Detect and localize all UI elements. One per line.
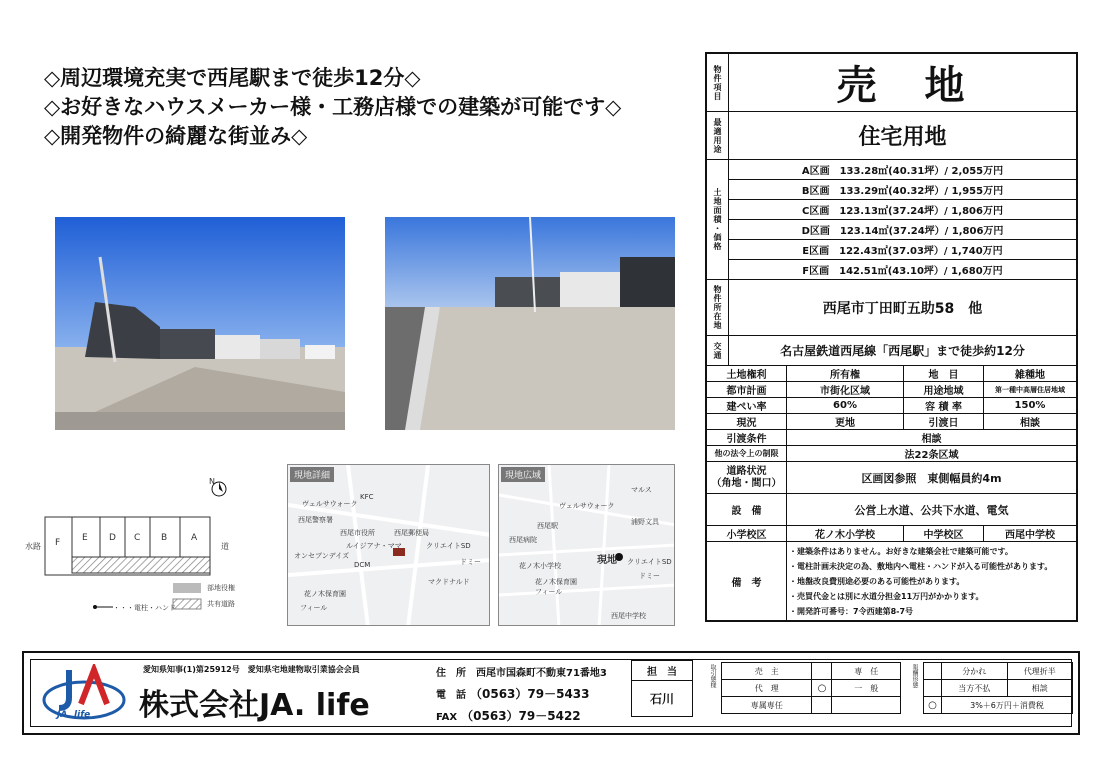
note-4: ・売買代金とは別に水道分担金11万円がかかります。	[789, 591, 984, 601]
map-label: ヴェルサウォーク	[559, 502, 615, 510]
property-location: 西尾市丁田町五助58 他	[822, 300, 983, 317]
road-right-label: 道	[221, 542, 229, 551]
mode-mark: ○	[812, 680, 832, 697]
map-label: ドミー	[460, 558, 481, 566]
lot-f: F区画 142.51㎡(43.10坪）/ 1,680万円	[802, 266, 1003, 277]
rights-value: 所有権	[787, 366, 904, 381]
facility-label: 設 備	[707, 494, 787, 525]
map-label: 西尾中学校	[611, 612, 646, 620]
cond-label: 引渡条件	[707, 430, 787, 445]
mode-exclusive-only: 専属専任	[722, 697, 812, 714]
map-label: 花ノ木保育園	[535, 578, 577, 586]
fee-table	[923, 662, 1073, 714]
fax-value: （0563）79－5422	[467, 709, 581, 723]
fee-mark: ○	[924, 697, 942, 714]
law-label: 他の法令上の制限	[707, 446, 787, 461]
property-type: 売 地	[836, 63, 969, 109]
map-wide-tag: 現地広域	[501, 467, 545, 482]
company-license: 愛知県知事(1)第25912号 愛知県宅地建物取引業協会会員	[143, 665, 360, 674]
property-traffic: 名古屋鉄道西尾線「西尾駅」まで徒歩約12分	[780, 344, 1025, 358]
far-label: 容 積 率	[904, 398, 984, 413]
chimoku-value: 雑種地	[1015, 370, 1045, 381]
property-use: 住宅用地	[858, 125, 947, 150]
zoning-label: 用途地域	[904, 382, 984, 397]
jhs-label: 中学校区	[904, 526, 984, 541]
bcr-label: 建ぺい率	[707, 398, 787, 413]
map-label: 花ノ木小学校	[519, 562, 561, 570]
map-label: クリエイトSD	[627, 558, 672, 566]
lot-label-a: A	[191, 533, 198, 543]
lot-label-b: B	[161, 533, 168, 543]
legend-pole: ・・・電柱・ハンド	[113, 604, 176, 612]
cond-value: 相談	[921, 434, 942, 445]
headline-block	[44, 64, 684, 151]
map-label: 西尾駅	[537, 522, 558, 530]
chimoku-label: 地 目	[904, 366, 984, 381]
addr-label: 住 所	[436, 668, 466, 679]
label-use: 最適用途	[707, 112, 729, 159]
fax-label: FAX	[436, 712, 458, 723]
lot-label-d: D	[109, 533, 116, 543]
headline-2: ◇お好きなハウスメーカー様・工務店様での建築が可能です◇	[44, 95, 622, 119]
map-label: 西尾病院	[509, 536, 537, 544]
label-location: 物件所在地	[707, 280, 729, 335]
staff-box	[631, 660, 693, 717]
status-label: 現況	[707, 414, 787, 429]
map-label: ヴェルサウォーク	[302, 500, 358, 508]
note-2: ・電柱計画未決定の為、敷地内へ電柱・ハンドが入る可能性があります。	[789, 561, 1053, 571]
lot-b: B区画 133.29㎡(40.32坪）/ 1,955万円	[729, 180, 1076, 200]
map-label: KFC	[360, 493, 374, 501]
label-area-price: 土地面積・価格	[707, 160, 729, 279]
note-3: ・地盤改良費別途必要のある可能性があります。	[789, 576, 965, 586]
road-value: 区画図参照 東側幅員約4m	[861, 471, 1002, 485]
map-label: フィール	[535, 588, 563, 596]
elem-label: 小学校区	[707, 526, 787, 541]
map-wide	[498, 464, 675, 626]
lot-label-e: E	[82, 533, 88, 543]
label-item: 物件項目	[707, 54, 729, 111]
lot-label-f: F	[55, 538, 61, 548]
lot-c: C区画 123.13㎡(37.24坪）/ 1,806万円	[729, 200, 1076, 220]
plot-diagram	[25, 475, 255, 625]
road-left-label: 水路	[25, 542, 41, 551]
mode-exclusive: 専 任	[832, 663, 901, 680]
jhs-value: 西尾中学校	[1005, 530, 1055, 541]
map-label: 浦野文具	[631, 518, 659, 526]
map-detail-tag: 現地詳細	[290, 467, 334, 482]
notes-label: 備 考	[707, 542, 787, 620]
elem-value: 花ノ木小学校	[787, 526, 904, 541]
mode-label: 取引態様	[709, 664, 716, 688]
company-name: 株式会社JA. life	[139, 688, 370, 723]
mode-table	[721, 662, 901, 714]
map-detail	[287, 464, 490, 626]
map-label: ドミー	[639, 572, 660, 580]
staff-name: 石川	[632, 681, 693, 717]
tel-value: （0563）79－5433	[476, 687, 590, 701]
tel-label: 電 話	[436, 690, 466, 701]
north-label: N	[209, 477, 215, 486]
fee-label: 報酬形態	[911, 664, 918, 688]
legend-easement: 部地役権	[207, 584, 235, 592]
facility-value: 公営上水道、公共下水道、電気	[854, 503, 1009, 517]
fee-none: 当方不払	[942, 680, 1008, 697]
note-1: ・建築条件はありません。お好きな建築会社で建築可能です。	[789, 546, 1013, 556]
status-value: 更地	[787, 414, 904, 429]
handover-label: 引渡日	[904, 414, 984, 429]
map-label: 西尾市役所	[340, 529, 375, 537]
company-footer	[22, 651, 1080, 735]
company-contact	[436, 664, 607, 728]
logo-text: JA. life	[57, 710, 91, 720]
lot-a: A区画 133.28㎡(40.31坪）/ 2,055万円	[729, 160, 1076, 180]
road-label: 道路状況 （角地・間口）	[707, 462, 787, 493]
map-label: 西尾郵便局	[394, 529, 429, 537]
map-label: 西尾警察署	[298, 516, 333, 524]
map-label: マルス	[631, 486, 652, 494]
note-5: ・開発許可番号：7令西建第8-7号	[789, 606, 914, 616]
mode-agent: 代 理	[722, 680, 812, 697]
fee-formula: 3%＋6万円＋消費税	[942, 697, 1073, 714]
handover-value: 相談	[1020, 418, 1040, 429]
zoning-value: 第一種中高層住居地域	[995, 385, 1065, 394]
label-traffic: 交通	[707, 336, 729, 365]
addr-value: 西尾市国森町不動東71番地3	[476, 668, 607, 679]
fee-consult: 相談	[1007, 680, 1073, 697]
headline-1: ◇周辺環境充実で西尾駅まで徒歩12分◇	[44, 66, 421, 90]
map-label: DCM	[354, 561, 371, 569]
map-label: オンセブンデイズ	[294, 552, 350, 560]
map-label: 花ノ木保育園	[304, 590, 346, 598]
map-label: ルイジアナ・ママ	[346, 542, 402, 550]
mode-seller: 売 主	[722, 663, 812, 680]
mode-general: 一 般	[832, 680, 901, 697]
fee-split: 分かれ	[942, 663, 1008, 680]
map-label: クリエイトSD	[426, 542, 471, 550]
lot-d: D区画 123.14㎡(37.24坪）/ 1,806万円	[729, 220, 1076, 240]
far-value: 150%	[1014, 400, 1046, 411]
fee-half: 代理折半	[1007, 663, 1073, 680]
lot-label-c: C	[134, 533, 141, 543]
city-plan-label: 都市計画	[707, 382, 787, 397]
site-photo-1	[55, 217, 345, 430]
staff-label: 担 当	[632, 661, 693, 681]
property-info-table	[705, 52, 1078, 622]
company-logo	[39, 664, 129, 726]
rights-label: 土地権利	[707, 366, 787, 381]
map-label: マクドナルド	[428, 578, 470, 586]
city-plan-value: 市街化区域	[787, 382, 904, 397]
headline-3: ◇開発物件の綺麗な街並み◇	[44, 124, 308, 148]
map-label: フィール	[300, 604, 328, 612]
lot-e: E区画 122.43㎡(37.03坪）/ 1,740万円	[729, 240, 1076, 260]
law-value: 法22条区域	[904, 450, 959, 461]
site-photo-2	[385, 217, 675, 430]
map-here-label: 現地	[597, 555, 617, 566]
legend-shared-road: 共有道路	[207, 600, 235, 608]
bcr-value: 60%	[787, 398, 904, 413]
